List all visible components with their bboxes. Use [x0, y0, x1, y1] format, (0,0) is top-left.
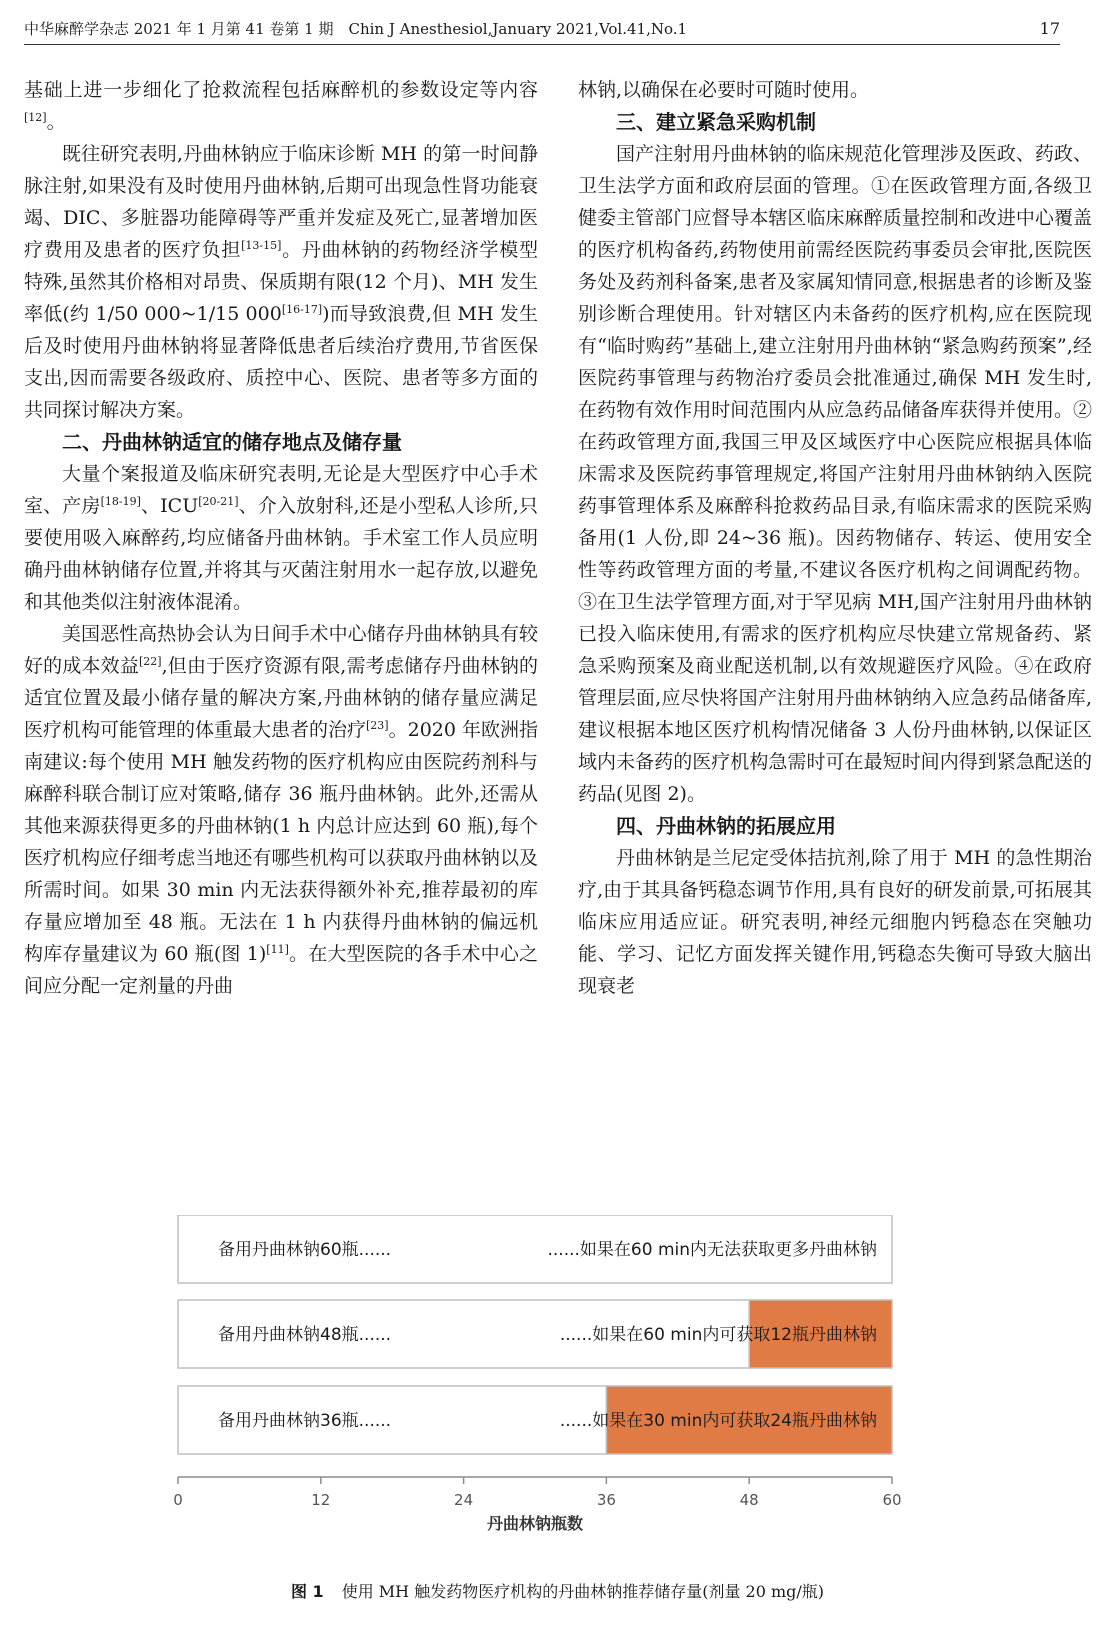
right-column — [578, 74, 1092, 1002]
paragraph: 美国恶性高热协会认为日间手术中心储存丹曲林钠具有较好的成本效益[22],但由于医疗资源有限,需考虑储存丹曲林钠的适宜位置及最小储存量的解决方案,丹曲林钠的储存量应满足医疗机构可能管理的体重最大患者的治疗[23]。2020 年欧洲指南建议:每个使用 MH 触发药物的医疗机构应由医院药剂科与麻醉科联合制订应对策略,储存 36 瓶丹曲林钠。此外,还需从其他来源获得更多的丹曲林钠(1 h 内总计应达到 60 瓶),每个医疗机构应仔细考虑当地还有哪些机构可以获取丹曲林钠以及所需时间。如果 30 min 内无法获得额外补充,推荐最初的库存量应增加至 48 瓶。无法在 1 h 内获得丹曲林钠的偏远机构库存量建议为 60 瓶(图 1)[11]。在大型医院的各手术中心之间应分配一定剂量的丹曲 — [24, 623, 539, 997]
bar-label-left: 备用丹曲林钠36瓶...... — [218, 1411, 392, 1431]
citation: [13-15] — [241, 239, 282, 252]
paragraph: 国产注射用丹曲林钠的临床规范化管理涉及医政、药政、卫生法学方面和政府层面的管理。①在医政管理方面,各级卫健委主管部门应督导本辖区临床麻醉质量控制和改进中心覆盖的医疗机构备药,药物使用前需经医院药事委员会审批,医院医务处及药剂科备案,患者及家属知情同意,根据患者的诊断及鉴别诊断合理使用。针对辖区内未备药的医疗机构,应在医院现有“临时购药”基础上,建立注射用丹曲林钠“紧急购药预案”,经医院药事管理与药物治疗委员会批准通过,确保 MH 发生时,在药物有效作用时间范围内从应急药品储备库获得并使用。②在药政管理方面,我国三甲及区域医疗中心医院应根据具体临床需求及医院药事管理规定,将国产注射用丹曲林钠纳入医院药事管理体系及麻醉科抢救药品目录,有临床需求的医院采购备用(1 人份,即 24~36 瓶)。因药物储存、转运、使用安全性等药政管理方面的考量,不建议各医疗机构之间调配药物。③在卫生法学管理方面,对于罕见病 MH,国产注射用丹曲林钠已投入临床使用,有需求的医疗机构应尽快建立常规备药、紧急采购预案及商业配送机制,以有效规避医疗风险。④在政府管理层面,应尽快将国产注射用丹曲林钠纳入应急药品储备库,建议根据本地区医疗机构情况储备 3 人份丹曲林钠,以保证区域内未备药的医疗机构急需时可在最短时间内得到紧急配送的药品(见图 2)。 — [578, 143, 1092, 805]
x-axis-label: 丹曲林钠瓶数 — [486, 1514, 584, 1533]
paragraph: 大量个案报道及临床研究表明,无论是大型医疗中心手术室、产房[18-19]、ICU[20-21]、介入放射科,还是小型私人诊所,只要使用吸入麻醉药,均应储备丹曲林钠。手术室工作人员应明确丹曲林钠储存位置,并将其与灭菌注射用水一起存放,以避免和其他类似注射液体混淆。 — [24, 463, 538, 613]
paragraph: 既往研究表明,丹曲林钠应于临床诊断 MH 的第一时间静脉注射,如果没有及时使用丹曲林钠,后期可出现急性肾功能衰竭、DIC、多脏器功能障碍等严重并发症及死亡,显著增加医疗费用及患者的医疗负担[13-15]。丹曲林钠的药物经济学模型特殊,虽然其价格相对昂贵、保质期有限(12 个月)、MH 发生率低(约 1/50 000~1/15 000[16-17])而导致浪费,但 MH 发生后及时使用丹曲林钠将显著降低患者后续治疗费用,节省医保支出,因而需要各级政府、质控中心、医院、患者等多方面的共同探讨解决方案。 — [24, 143, 538, 421]
bar-label-right: ......如果在30 min内可获取24瓶丹曲林钠 — [559, 1411, 877, 1431]
figure-1 — [170, 1215, 940, 1575]
citation: [18-19] — [100, 495, 141, 508]
bar-label-left: 备用丹曲林钠60瓶...... — [218, 1240, 392, 1260]
x-tick-label: 0 — [173, 1491, 183, 1509]
x-tick-label: 24 — [454, 1491, 474, 1509]
citation: [16-17] — [281, 303, 323, 316]
paragraph: 基础上进一步细化了抢救流程包括麻醉机的参数设定等内容[12]。 — [24, 79, 538, 133]
caption-text: 使用 MH 触发药物医疗机构的丹曲林钠推荐储存量(剂量 20 mg/瓶) — [341, 1582, 825, 1601]
x-tick-label: 12 — [311, 1491, 331, 1509]
journal-info: 中华麻醉学杂志 2021 年 1 月第 41 卷第 1 期 Chin J Anesthesiol,January 2021,Vol.41,No.1 — [24, 20, 688, 38]
x-tick-label: 60 — [882, 1491, 902, 1509]
citation: [20-21] — [198, 495, 239, 508]
bar-label-left: 备用丹曲林钠48瓶...... — [218, 1325, 392, 1345]
figure-label: 图 1 — [290, 1582, 324, 1601]
bar-label-right: ......如果在60 min内可获取12瓶丹曲林钠 — [559, 1325, 877, 1345]
section-heading: 四、丹曲林钠的拓展应用 — [616, 814, 836, 838]
section-heading: 二、丹曲林钠适宜的储存地点及储存量 — [62, 430, 402, 454]
stock-chart — [170, 1215, 940, 1575]
left-column — [24, 74, 538, 1002]
citation: [23] — [366, 719, 389, 732]
x-tick-label: 36 — [596, 1491, 616, 1509]
running-header — [24, 14, 1060, 45]
figure-caption — [0, 1580, 1115, 1604]
citation: [12] — [24, 111, 47, 124]
paragraph: 丹曲林钠是兰尼定受体拮抗剂,除了用于 MH 的急性期治疗,由于其具备钙稳态调节作用,具有良好的研发前景,可拓展其临床应用适应证。研究表明,神经元细胞内钙稳态在突触功能、学习、记忆方面发挥关键作用,钙稳态失衡可导致大脑出现衰老 — [578, 847, 1092, 997]
citation: [11] — [266, 943, 289, 956]
page-number: 17 — [1039, 19, 1060, 38]
section-heading: 三、建立紧急采购机制 — [616, 110, 816, 134]
citation: [22] — [139, 655, 162, 668]
bar-label-right: ......如果在60 min内无法获取更多丹曲林钠 — [547, 1240, 877, 1260]
paragraph: 林钠,以确保在必要时可随时使用。 — [578, 79, 870, 101]
x-tick-label: 48 — [739, 1491, 759, 1509]
